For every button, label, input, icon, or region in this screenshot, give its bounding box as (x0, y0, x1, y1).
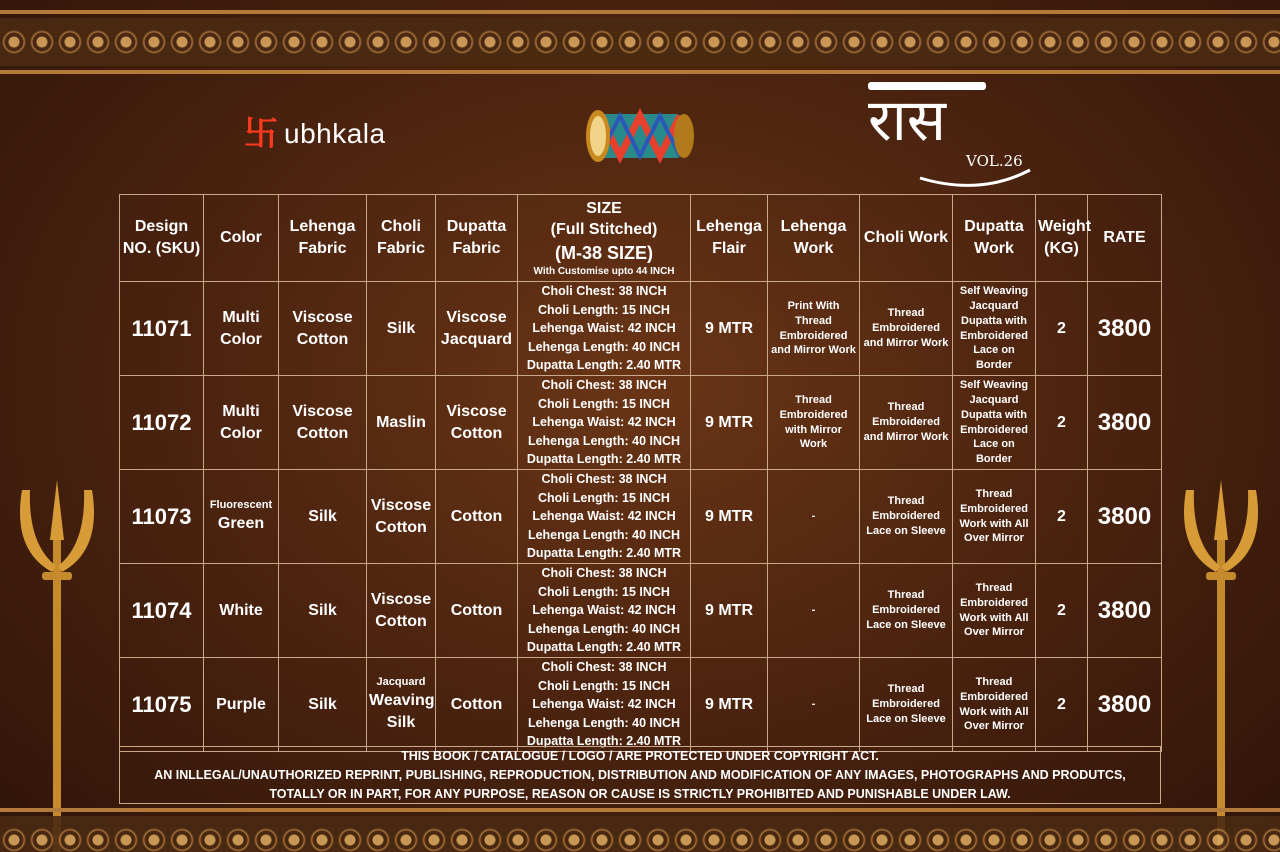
header-choli-fabric: Choli Fabric (367, 195, 436, 282)
trishul-icon (1176, 480, 1266, 852)
rate-cell: 3800 (1088, 658, 1162, 752)
header-weight: Weight (KG) (1036, 195, 1088, 282)
size-cell (518, 658, 691, 752)
brand-logo (244, 110, 434, 158)
dupatta-fabric-cell: Cotton (436, 564, 518, 658)
title-script: रास (868, 86, 946, 154)
choli-work-cell: Thread Embroidered Lace on Sleeve (860, 658, 953, 752)
dupatta-work-cell: Self Weaving Jacquard Dupatta with Embroidered Lace on Border (953, 282, 1036, 376)
size-choli-length: Choli Length: 15 INCH (538, 396, 670, 411)
lehenga-fabric-cell: Silk (279, 658, 367, 752)
copyright-line-2: AN INLLEGAL/UNAUTHORIZED REPRINT, PUBLISHING, REPRODUCTION, DISTRIBUTION AND MODIFICATION OF ANY IMAGES, PHOTOGRAPHS AND PRODUTCS, (154, 767, 1126, 782)
choli-fabric-cell (367, 282, 436, 376)
size-dupatta-length: Dupatta Length: 2.40 MTR (526, 358, 682, 373)
header-color: Color (204, 195, 279, 282)
dupatta-work-cell: Thread Embroidered Work with All Over Mirror (953, 564, 1036, 658)
header-size-note: With Customise upto 44 INCH (533, 265, 675, 277)
rate-cell: 3800 (1088, 376, 1162, 470)
size-dupatta-length: Dupatta Length: 2.40 MTR (526, 452, 682, 467)
size-cell (518, 564, 691, 658)
color-value: Purple (216, 695, 266, 713)
lehenga-fabric-cell: Silk (279, 470, 367, 564)
rate-cell: 3800 (1088, 282, 1162, 376)
color-value: Green (217, 515, 265, 533)
dupatta-fabric-cell: Cotton (436, 658, 518, 752)
dupatta-fabric-cell: Viscose Cotton (436, 376, 518, 470)
size-choli-length: Choli Length: 15 INCH (538, 490, 670, 505)
choli-fabric-cell (367, 564, 436, 658)
size-choli-chest: Choli Chest: 38 INCH (541, 660, 667, 675)
weight-cell: 2 (1036, 376, 1088, 470)
lehenga-work-cell: Thread Embroidered with Mirror Work (768, 376, 860, 470)
size-lehenga-length: Lehenga Length: 40 INCH (527, 715, 681, 730)
bottom-stripe (0, 808, 1280, 812)
rate-cell: 3800 (1088, 564, 1162, 658)
header-dupatta-fabric: Dupatta Fabric (436, 195, 518, 282)
size-lehenga-length: Lehenga Length: 40 INCH (527, 621, 681, 636)
table-row (120, 470, 1162, 564)
header-lehenga-work: Lehenga Work (768, 195, 860, 282)
size-lehenga-waist: Lehenga Waist: 42 INCH (532, 415, 676, 430)
color-value: Multi Color (220, 402, 262, 442)
size-dupatta-length: Dupatta Length: 2.40 MTR (526, 640, 682, 655)
size-lehenga-waist: Lehenga Waist: 42 INCH (532, 509, 676, 524)
color-value: White (219, 601, 263, 619)
sku-cell: 11073 (120, 470, 204, 564)
copyright-notice (119, 746, 1161, 804)
trishul-icon (12, 480, 102, 852)
rate-cell: 3800 (1088, 470, 1162, 564)
size-dupatta-length: Dupatta Length: 2.40 MTR (526, 546, 682, 561)
choli-fabric-cell (367, 376, 436, 470)
size-choli-chest: Choli Chest: 38 INCH (541, 284, 667, 299)
copyright-line-1: THIS BOOK / CATALOGUE / LOGO / ARE PROTECTED UNDER COPYRIGHT ACT. (401, 748, 879, 763)
size-choli-length: Choli Length: 15 INCH (538, 678, 670, 693)
size-lehenga-length: Lehenga Length: 40 INCH (527, 339, 681, 354)
color-cell (204, 658, 279, 752)
size-choli-chest: Choli Chest: 38 INCH (541, 472, 667, 487)
header-dupatta-work: Dupatta Work (953, 195, 1036, 282)
lehenga-work-cell: - (768, 564, 860, 658)
dupatta-fabric-cell: Cotton (436, 470, 518, 564)
color-cell (204, 564, 279, 658)
dupatta-fabric-cell: Viscose Jacquard (436, 282, 518, 376)
flair-cell: 9 MTR (691, 658, 768, 752)
lehenga-work-cell: Print With Thread Embroidered and Mirror Work (768, 282, 860, 376)
header-lehenga-flair: Lehenga Flair (691, 195, 768, 282)
flair-cell: 9 MTR (691, 282, 768, 376)
size-choli-length: Choli Length: 15 INCH (538, 302, 670, 317)
header-size (518, 195, 691, 282)
size-choli-length: Choli Length: 15 INCH (538, 584, 670, 599)
choli-fabric-value: Viscose Cotton (370, 496, 432, 536)
header-rate: RATE (1088, 195, 1162, 282)
flair-cell: 9 MTR (691, 470, 768, 564)
lehenga-work-cell: - (768, 658, 860, 752)
header-choli-work: Choli Work (860, 195, 953, 282)
header-size-sub: (Full Stitched) (550, 221, 658, 239)
header-lehenga-fabric: Lehenga Fabric (279, 195, 367, 282)
choli-fabric-value: Viscose Cotton (370, 590, 432, 630)
size-lehenga-waist: Lehenga Waist: 42 INCH (532, 697, 676, 712)
flair-cell: 9 MTR (691, 376, 768, 470)
choli-work-cell: Thread Embroidered Lace on Sleeve (860, 470, 953, 564)
color-qualifier: Fluorescent (209, 499, 273, 512)
weight-cell: 2 (1036, 658, 1088, 752)
flair-cell: 9 MTR (691, 564, 768, 658)
header-size-title: SIZE (586, 199, 622, 217)
choli-fabric-qualifier: Jacquard (376, 676, 426, 689)
weight-cell: 2 (1036, 282, 1088, 376)
choli-fabric-value: Maslin (376, 413, 426, 431)
top-stripe (0, 10, 1280, 14)
swastik-logo-icon: 卐 (244, 115, 278, 153)
size-cell (518, 282, 691, 376)
table-row (120, 658, 1162, 752)
size-cell (518, 376, 691, 470)
sku-cell: 11074 (120, 564, 204, 658)
table-row (120, 282, 1162, 376)
weight-cell: 2 (1036, 564, 1088, 658)
brand-name: ubhkala (284, 118, 386, 149)
size-choli-chest: Choli Chest: 38 INCH (541, 566, 667, 581)
lehenga-fabric-cell: Viscose Cotton (279, 376, 367, 470)
header-design-no: Design NO. (SKU) (120, 195, 204, 282)
size-cell (518, 470, 691, 564)
size-choli-chest: Choli Chest: 38 INCH (541, 378, 667, 393)
size-lehenga-length: Lehenga Length: 40 INCH (527, 433, 681, 448)
table-header-row (120, 195, 1162, 282)
size-dupatta-length: Dupatta Length: 2.40 MTR (526, 734, 682, 749)
top-stripe-lower (0, 70, 1280, 74)
choli-fabric-value: Silk (386, 319, 416, 337)
table-row (120, 564, 1162, 658)
choli-work-cell: Thread Embroidered Lace on Sleeve (860, 564, 953, 658)
dupatta-work-cell: Thread Embroidered Work with All Over Mirror (953, 470, 1036, 564)
top-ornamental-border (0, 18, 1280, 66)
size-lehenga-waist: Lehenga Waist: 42 INCH (532, 321, 676, 336)
bottom-ornamental-border (0, 816, 1280, 852)
dupatta-work-cell: Self Weaving Jacquard Dupatta with Embroidered Lace on Border (953, 376, 1036, 470)
color-value: Multi Color (220, 308, 262, 348)
sku-cell: 11072 (120, 376, 204, 470)
sku-cell: 11071 (120, 282, 204, 376)
choli-work-cell: Thread Embroidered and Mirror Work (860, 282, 953, 376)
dupatta-work-cell: Thread Embroidered Work with All Over Mirror (953, 658, 1036, 752)
color-cell (204, 282, 279, 376)
lehenga-fabric-cell: Viscose Cotton (279, 282, 367, 376)
product-rate-table (119, 194, 1162, 752)
color-cell (204, 376, 279, 470)
collection-title (860, 78, 1060, 190)
lehenga-work-cell: - (768, 470, 860, 564)
size-lehenga-length: Lehenga Length: 40 INCH (527, 527, 681, 542)
sku-cell: 11075 (120, 658, 204, 752)
size-lehenga-waist: Lehenga Waist: 42 INCH (532, 603, 676, 618)
copyright-line-3: TOTALLY OR IN PART, FOR ANY PURPOSE, REASON OR CAUSE IS STRICTLY PROHIBITED AND PUNISHABLE UNDER LAW. (269, 786, 1011, 801)
color-cell (204, 470, 279, 564)
lehenga-fabric-cell: Silk (279, 564, 367, 658)
choli-fabric-cell (367, 658, 436, 752)
choli-fabric-value: Weaving Silk (369, 692, 435, 731)
table-row (120, 376, 1162, 470)
choli-fabric-cell (367, 470, 436, 564)
header-size-main: (M-38 SIZE) (554, 242, 653, 263)
choli-work-cell: Thread Embroidered and Mirror Work (860, 376, 953, 470)
volume-label: VOL.26 (966, 152, 1023, 170)
weight-cell: 2 (1036, 470, 1088, 564)
dholak-drum-icon (580, 100, 700, 172)
